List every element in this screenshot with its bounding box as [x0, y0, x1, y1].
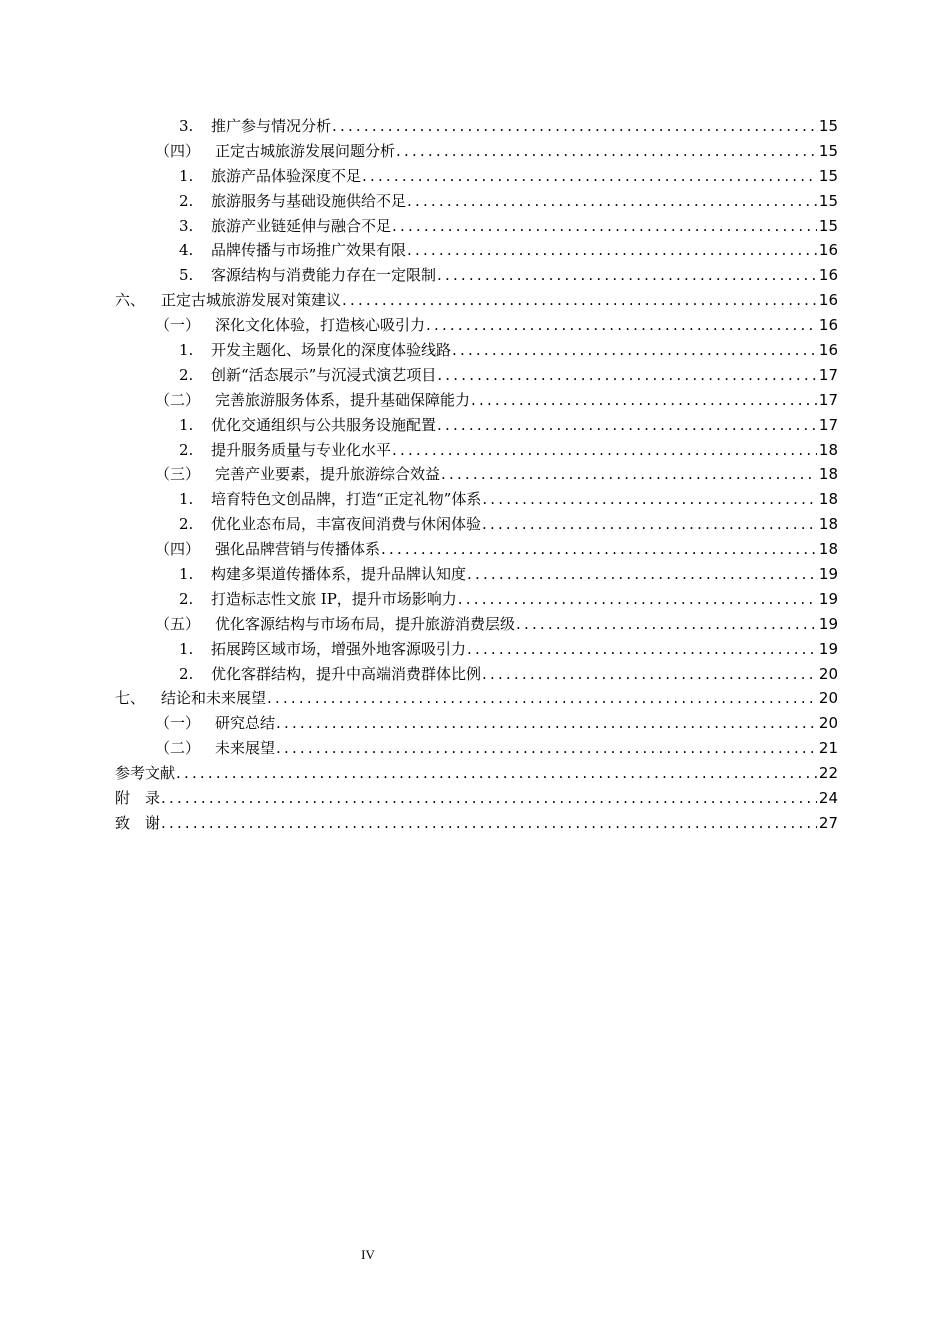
toc-entry-title: 参考文献	[115, 764, 176, 783]
toc-entry-page: 16	[818, 241, 838, 260]
toc-entry-title: 培育特色文创品牌，打造“正定礼物”体系	[211, 490, 482, 509]
toc-entry-title: 未来展望	[215, 739, 276, 758]
toc-entry-title: 优化客源结构与市场布局，提升旅游消费层级	[215, 614, 516, 633]
toc-entry-page: 18	[818, 490, 838, 509]
toc-entry-page: 17	[818, 365, 838, 384]
toc-entry[interactable]	[115, 736, 838, 761]
toc-entry-title: 强化品牌营销与传播体系	[215, 540, 381, 559]
toc-entry-title: 开发主题化、场景化的深度体验线路	[211, 341, 452, 360]
toc-entry-title: 旅游产业链延伸与融合不足	[211, 216, 392, 235]
toc-entry-title: 致 谢	[115, 813, 161, 832]
toc-entry[interactable]	[115, 363, 838, 388]
toc-entry-number: 1.	[179, 490, 194, 509]
toc-leader-dots	[437, 263, 817, 288]
toc-leader-dots	[467, 637, 817, 662]
toc-entry-title: 旅游服务与基础设施供给不足	[211, 191, 407, 210]
toc-entry-title: 优化客群结构，提升中高端消费群体比例	[211, 664, 482, 683]
toc-entry-page: 18	[818, 540, 838, 559]
toc-leader-dots	[482, 487, 817, 512]
toc-leader-dots	[161, 811, 817, 836]
toc-entry-title: 深化文化体验，打造核心吸引力	[215, 316, 426, 335]
toc-entry-number: 1.	[179, 341, 194, 360]
toc-entry-number: 2.	[179, 515, 194, 534]
toc-entry-title: 创新“活态展示”与沉浸式演艺项目	[211, 365, 437, 384]
toc-entry-number: （四）	[155, 141, 201, 160]
toc-entry[interactable]	[115, 388, 838, 413]
toc-entry-number: 3.	[179, 216, 194, 235]
toc-entry-title: 构建多渠道传播体系，提升品牌认知度	[211, 565, 467, 584]
toc-leader-dots	[482, 662, 817, 687]
toc-entry[interactable]	[115, 761, 838, 786]
toc-entry-number: 4.	[179, 241, 194, 260]
toc-entry-page: 18	[818, 465, 838, 484]
toc-entry-page: 15	[818, 191, 838, 210]
toc-entry[interactable]	[115, 114, 838, 139]
page-number: IV	[361, 1247, 375, 1262]
toc-entry[interactable]	[115, 686, 838, 711]
toc-entry-title: 结论和未来展望	[161, 689, 267, 708]
toc-entry-title: 拓展跨区域市场，增强外地客源吸引力	[211, 639, 467, 658]
toc-leader-dots	[482, 512, 817, 537]
toc-entry[interactable]	[115, 189, 838, 214]
toc-leader-dots	[441, 462, 817, 487]
toc-leader-dots	[437, 413, 817, 438]
toc-entry-number: （一）	[155, 714, 201, 733]
toc-entry-page: 19	[818, 589, 838, 608]
toc-entry-page: 17	[818, 415, 838, 434]
toc-entry[interactable]	[115, 587, 838, 612]
toc-entry[interactable]	[115, 288, 838, 313]
toc-entry-page: 15	[818, 216, 838, 235]
toc-entry[interactable]	[115, 139, 838, 164]
toc-leader-dots	[161, 786, 817, 811]
toc-entry-number: （五）	[155, 614, 201, 633]
toc-entry[interactable]	[115, 263, 838, 288]
toc-entry-title: 完善产业要素，提升旅游综合效益	[215, 465, 441, 484]
toc-entry-number: 七、	[115, 689, 146, 708]
toc-entry-number: 2.	[179, 191, 194, 210]
toc-entry-title: 打造标志性文旅 IP，提升市场影响力	[211, 589, 457, 608]
toc-entry-page: 19	[818, 565, 838, 584]
toc-leader-dots	[467, 562, 817, 587]
toc-entry-title: 优化交通组织与公共服务设施配置	[211, 415, 437, 434]
toc-entry-number: 2.	[179, 589, 194, 608]
toc-entry[interactable]	[115, 413, 838, 438]
toc-entry-page: 20	[818, 714, 838, 733]
toc-entry-title: 研究总结	[215, 714, 276, 733]
toc-entry-title: 提升服务质量与专业化水平	[211, 440, 392, 459]
toc-entry-page: 19	[818, 639, 838, 658]
toc-entry[interactable]	[115, 786, 838, 811]
toc-leader-dots	[437, 363, 817, 388]
toc-leader-dots	[471, 388, 817, 413]
toc-entry[interactable]	[115, 662, 838, 687]
toc-entry-page: 20	[818, 664, 838, 683]
toc-entry[interactable]	[115, 462, 838, 487]
toc-entry[interactable]	[115, 637, 838, 662]
toc-entry-number: 六、	[115, 291, 146, 310]
toc-entry-number: 2.	[179, 365, 194, 384]
toc-entry-number: （二）	[155, 390, 201, 409]
toc-entry-number: （二）	[155, 739, 201, 758]
toc-entry[interactable]	[115, 612, 838, 637]
toc-entry-number: 1.	[179, 639, 194, 658]
toc-entry-page: 16	[818, 266, 838, 285]
toc-leader-dots	[381, 537, 817, 562]
toc-entry-number: 1.	[179, 565, 194, 584]
toc-entry-page: 15	[818, 141, 838, 160]
toc-entry-number: 2.	[179, 664, 194, 683]
toc-entry[interactable]	[115, 562, 838, 587]
toc-entry[interactable]	[115, 711, 838, 736]
toc-leader-dots	[407, 238, 817, 263]
toc-leader-dots	[267, 686, 817, 711]
toc-entry-number: 3.	[179, 117, 194, 135]
toc-entry-page: 18	[818, 515, 838, 534]
toc-entry-title: 完善旅游服务体系，提升基础保障能力	[215, 390, 471, 409]
toc-leader-dots	[452, 338, 817, 363]
toc-entry-page: 24	[818, 789, 838, 808]
toc-entry[interactable]	[115, 338, 838, 363]
toc-entry-title: 品牌传播与市场推广效果有限	[211, 241, 407, 260]
toc-entry-number: （三）	[155, 465, 201, 484]
toc-entry-page: 27	[818, 813, 838, 832]
toc-entry-title: 正定古城旅游发展问题分析	[215, 141, 396, 160]
toc-entry[interactable]	[115, 238, 838, 263]
toc-entry-title: 正定古城旅游发展对策建议	[161, 291, 342, 310]
toc-entry-page: 15	[818, 166, 838, 185]
toc-entry[interactable]	[115, 512, 838, 537]
toc-entry-number: （四）	[155, 540, 201, 559]
toc-entry-number: 1.	[179, 415, 194, 434]
toc-entry[interactable]	[115, 537, 838, 562]
toc-entry-number: 5.	[179, 266, 194, 285]
toc-entry-number: （一）	[155, 316, 201, 335]
toc-entry-page: 16	[818, 291, 838, 310]
toc-leader-dots	[396, 139, 817, 164]
toc-leader-dots	[276, 736, 817, 761]
toc-entry[interactable]	[115, 313, 838, 338]
toc-leader-dots	[392, 214, 817, 239]
toc-entry-title: 附 录	[115, 789, 161, 808]
toc-leader-dots	[392, 438, 817, 463]
toc-entry[interactable]	[115, 214, 838, 239]
toc-leader-dots	[407, 189, 817, 214]
toc-leader-dots	[458, 587, 817, 612]
toc-entry-page: 20	[818, 689, 838, 708]
toc-entry-title: 优化业态布局，丰富夜间消费与休闲体验	[211, 515, 482, 534]
toc-entry-page: 15	[818, 117, 838, 135]
toc-leader-dots	[362, 164, 817, 189]
toc-entry-page: 18	[818, 440, 838, 459]
toc-leader-dots	[426, 313, 817, 338]
toc-leader-dots	[176, 761, 817, 786]
toc-entry-page: 16	[818, 341, 838, 360]
toc-leader-dots	[342, 288, 817, 313]
toc-entry-page: 22	[818, 764, 838, 783]
toc-entry-number: 1.	[179, 166, 194, 185]
toc-entry-title: 推广参与情况分析	[211, 117, 332, 135]
toc-leader-dots	[276, 711, 817, 736]
toc-entry-number: 2.	[179, 440, 194, 459]
toc-entry-page: 19	[818, 614, 838, 633]
toc-entry[interactable]	[115, 811, 838, 836]
toc-entry-page: 17	[818, 390, 838, 409]
toc-entry[interactable]	[115, 438, 838, 463]
toc-entry-page: 21	[818, 739, 838, 758]
table-of-contents	[115, 114, 838, 836]
toc-entry[interactable]	[115, 164, 838, 189]
toc-entry-title: 旅游产品体验深度不足	[211, 166, 362, 185]
toc-entry-title: 客源结构与消费能力存在一定限制	[211, 266, 437, 285]
toc-leader-dots	[332, 114, 817, 139]
toc-leader-dots	[516, 612, 817, 637]
toc-entry[interactable]	[115, 487, 838, 512]
toc-entry-page: 16	[818, 316, 838, 335]
